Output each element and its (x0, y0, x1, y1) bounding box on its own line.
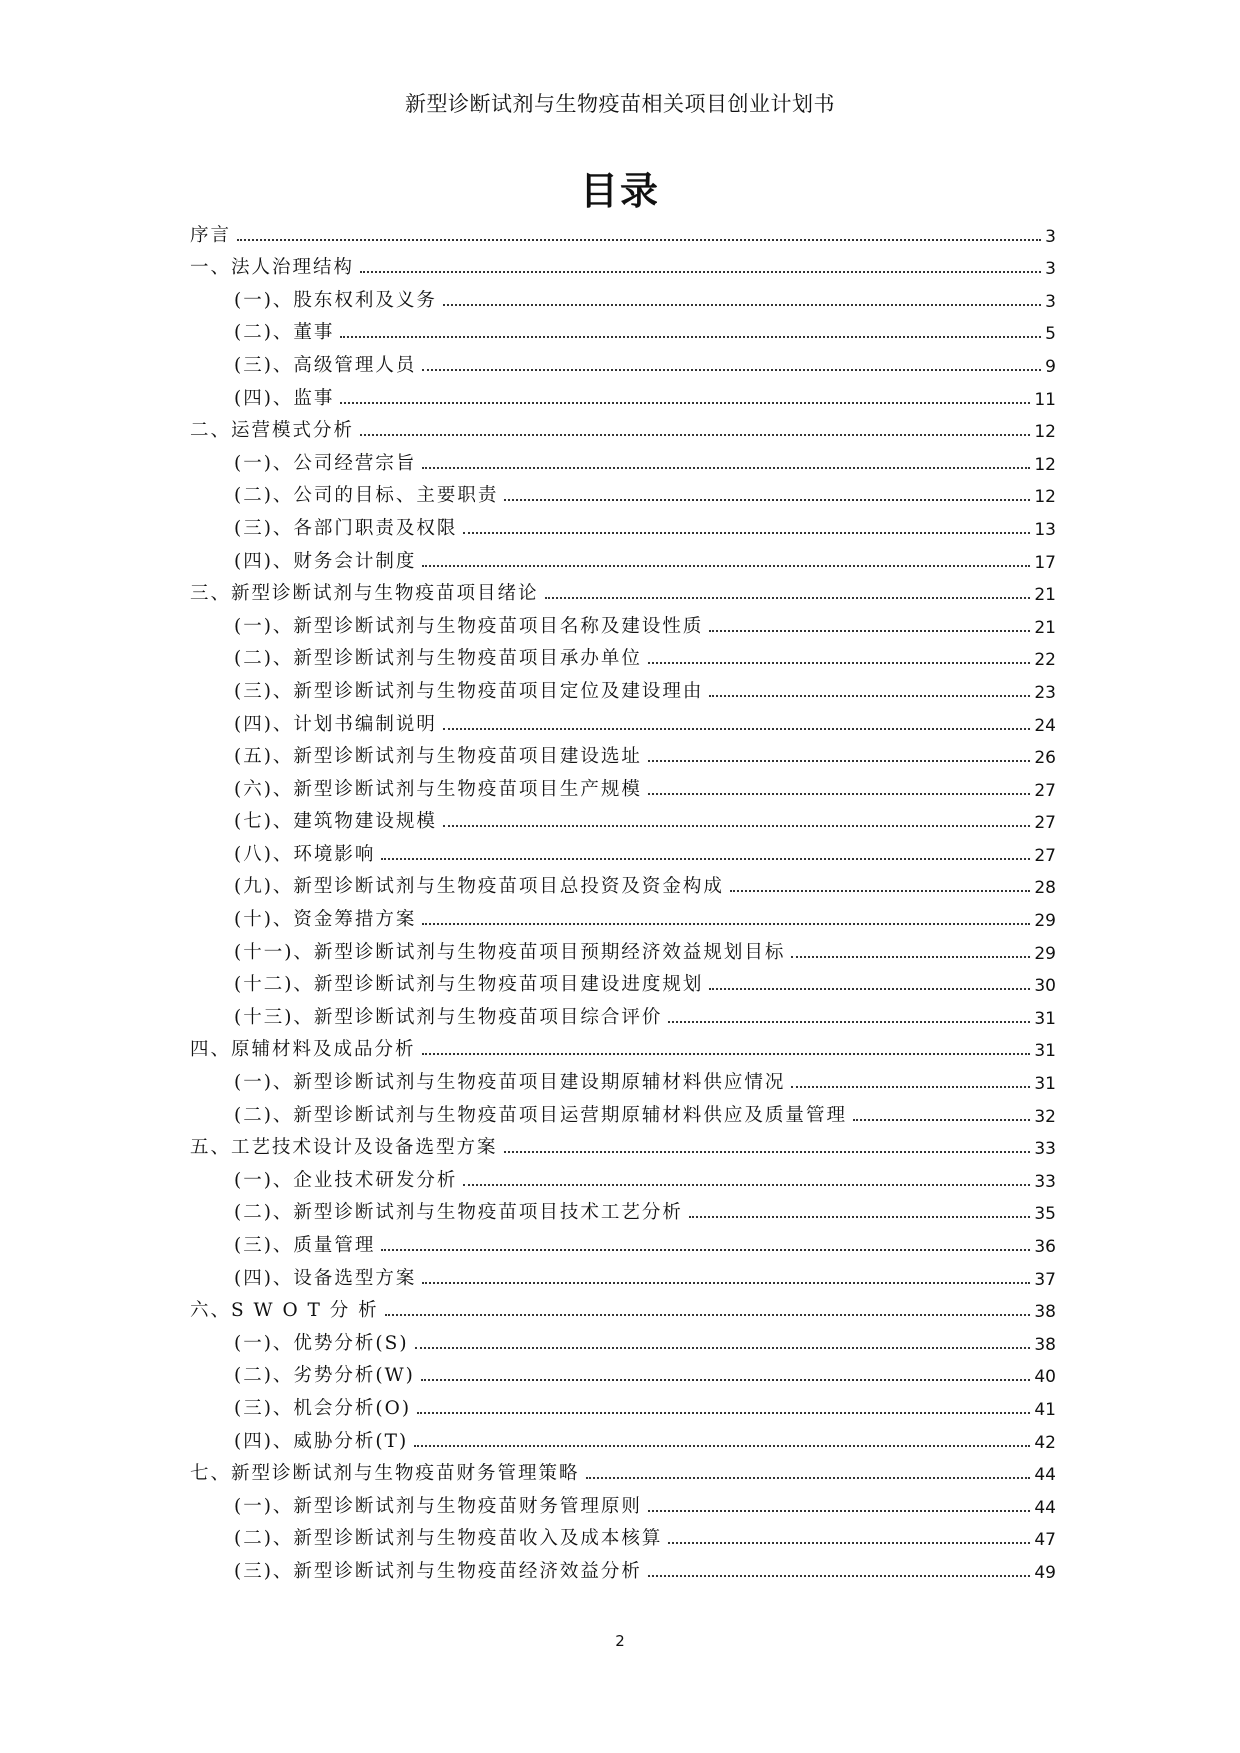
toc-entry-label: (四)、监事 (234, 387, 335, 409)
toc-entry-page: 21 (1034, 585, 1056, 606)
toc-entry-page: 9 (1045, 356, 1056, 377)
toc-dot-leader (730, 890, 1030, 892)
toc-dot-leader (443, 825, 1030, 827)
toc-entry-page: 47 (1034, 1530, 1056, 1551)
toc-entry-label: (四)、计划书编制说明 (234, 713, 437, 735)
toc-entry-page: 38 (1034, 1302, 1056, 1323)
toc-dot-leader (340, 402, 1030, 404)
toc-entry[interactable] (190, 1522, 1056, 1555)
toc-dot-leader (709, 630, 1030, 632)
toc-entry-label: (一)、新型诊断试剂与生物疫苗财务管理原则 (234, 1495, 642, 1517)
toc-dot-leader (709, 695, 1030, 697)
toc-dot-leader (237, 239, 1041, 241)
toc-entry-page: 13 (1034, 519, 1056, 540)
toc-entry[interactable] (190, 381, 1056, 414)
toc-entry[interactable] (190, 1163, 1056, 1196)
toc-entry-page: 37 (1034, 1269, 1056, 1290)
toc-entry-label: 四、原辅材料及成品分析 (190, 1039, 416, 1061)
toc-entry-label: (一)、股东权利及义务 (234, 289, 437, 311)
toc-dot-leader (422, 923, 1030, 925)
toc-entry-page: 26 (1034, 748, 1056, 769)
toc-entry[interactable] (190, 1326, 1056, 1359)
toc-entry-page: 49 (1034, 1562, 1056, 1583)
toc-entry-page: 3 (1045, 226, 1056, 247)
toc-dot-leader (422, 1282, 1030, 1284)
toc-entry-label: (一)、优势分析(S) (234, 1332, 409, 1354)
toc-entry-label: (四)、设备选型方案 (234, 1267, 417, 1289)
toc-entry-page: 35 (1034, 1204, 1056, 1225)
toc-dot-leader (340, 336, 1041, 338)
toc-dot-leader (360, 434, 1030, 436)
toc-entry-page: 27 (1034, 780, 1056, 801)
toc-entry[interactable] (190, 511, 1056, 544)
toc-entry-page: 27 (1034, 813, 1056, 834)
toc-dot-leader (414, 1445, 1030, 1447)
toc-dot-leader (791, 1086, 1030, 1088)
toc-entry-page: 24 (1034, 715, 1056, 736)
toc-entry[interactable] (190, 251, 1056, 284)
toc-entry-label: (十二)、新型诊断试剂与生物疫苗项目建设进度规划 (234, 974, 704, 996)
toc-dot-leader (463, 1184, 1030, 1186)
toc-entry-label: (二)、新型诊断试剂与生物疫苗项目运营期原辅材料供应及质量管理 (234, 1104, 847, 1126)
toc-entry[interactable] (190, 1098, 1056, 1131)
toc-dot-leader (668, 1542, 1030, 1544)
toc-entry[interactable] (190, 707, 1056, 740)
toc-entry-page: 5 (1045, 324, 1056, 345)
toc-dot-leader (443, 304, 1041, 306)
toc-dot-leader (422, 369, 1041, 371)
toc-entry-page: 38 (1034, 1334, 1056, 1355)
toc-entry[interactable] (190, 218, 1056, 251)
toc-entry-page: 22 (1034, 650, 1056, 671)
toc-dot-leader (709, 988, 1030, 990)
toc-entry-label: (二)、公司的目标、主要职责 (234, 485, 499, 507)
toc-entry-label: (八)、环境影响 (234, 843, 376, 865)
toc-dot-leader (422, 565, 1030, 567)
toc-entry[interactable] (190, 1196, 1056, 1229)
toc-entry-page: 12 (1034, 454, 1056, 475)
toc-dot-leader (648, 793, 1030, 795)
toc-entry[interactable] (190, 935, 1056, 968)
toc-entry-page: 36 (1034, 1237, 1056, 1257)
toc-entry-label: 一、法人治理结构 (190, 257, 355, 279)
toc-entry-label: (七)、建筑物建设规模 (234, 811, 437, 833)
toc-entry-page: 41 (1034, 1399, 1056, 1420)
toc-entry[interactable] (190, 544, 1056, 577)
toc-dot-leader (504, 1151, 1031, 1153)
toc-dot-leader (853, 1119, 1030, 1121)
toc-entry-label: (二)、劣势分析(W) (234, 1365, 415, 1387)
toc-list (190, 218, 1056, 1587)
toc-entry[interactable] (190, 1391, 1056, 1424)
toc-entry-page: 33 (1034, 1171, 1056, 1192)
toc-dot-leader (417, 1412, 1030, 1414)
toc-entry-label: 七、新型诊断试剂与生物疫苗财务管理策略 (190, 1463, 580, 1485)
toc-entry-page: 3 (1045, 291, 1056, 312)
toc-dot-leader (415, 1347, 1031, 1349)
toc-dot-leader (545, 597, 1031, 599)
toc-entry[interactable] (190, 1489, 1056, 1522)
toc-entry[interactable] (190, 1457, 1056, 1490)
toc-entry-page: 31 (1034, 1074, 1056, 1095)
toc-entry-page: 42 (1034, 1432, 1056, 1453)
toc-dot-leader (504, 499, 1030, 501)
toc-entry-label: (十一)、新型诊断试剂与生物疫苗项目预期经济效益规划目标 (234, 941, 786, 963)
toc-dot-leader (360, 271, 1041, 273)
toc-entry-label: 六、S W O T 分 析 (190, 1300, 379, 1322)
toc-dot-leader (791, 956, 1030, 958)
toc-dot-leader (689, 1216, 1030, 1218)
toc-entry-page: 31 (1034, 1041, 1056, 1062)
toc-entry[interactable] (190, 1359, 1056, 1392)
toc-dot-leader (586, 1477, 1031, 1479)
toc-entry[interactable] (190, 1065, 1056, 1098)
toc-entry[interactable] (190, 870, 1056, 903)
toc-entry-page: 29 (1034, 911, 1056, 932)
toc-entry-page: 31 (1034, 1008, 1056, 1029)
toc-dot-leader (422, 1053, 1031, 1055)
toc-entry-label: (四)、威胁分析(T) (234, 1430, 409, 1452)
toc-entry[interactable] (190, 968, 1056, 1001)
toc-entry-page: 28 (1034, 878, 1056, 899)
toc-entry[interactable] (190, 1554, 1056, 1587)
toc-entry[interactable] (190, 446, 1056, 479)
toc-entry-label: (三)、机会分析(O) (234, 1397, 412, 1419)
toc-entry-label: (三)、新型诊断试剂与生物疫苗经济效益分析 (234, 1560, 642, 1582)
toc-entry[interactable] (190, 674, 1056, 707)
page-number: 2 (615, 1632, 625, 1650)
toc-entry-page: 12 (1034, 422, 1056, 443)
toc-entry[interactable] (190, 1424, 1056, 1457)
toc-entry-page: 21 (1034, 617, 1056, 638)
toc-entry-page: 33 (1034, 1139, 1056, 1160)
toc-entry-label: (三)、新型诊断试剂与生物疫苗项目定位及建设理由 (234, 680, 704, 702)
toc-dot-leader (381, 858, 1030, 860)
toc-entry[interactable] (190, 772, 1056, 805)
toc-entry-label: (五)、新型诊断试剂与生物疫苗项目建设选址 (234, 746, 642, 768)
toc-entry-label: 序言 (190, 224, 232, 246)
toc-entry-page: 12 (1034, 487, 1056, 508)
toc-entry-label: 五、工艺技术设计及设备选型方案 (190, 1137, 498, 1159)
toc-dot-leader (421, 1379, 1030, 1381)
toc-entry[interactable] (190, 609, 1056, 642)
toc-entry-label: (二)、新型诊断试剂与生物疫苗收入及成本核算 (234, 1528, 663, 1550)
toc-entry-page: 11 (1034, 389, 1056, 410)
toc-dot-leader (443, 728, 1030, 730)
toc-entry-label: (一)、新型诊断试剂与生物疫苗项目名称及建设性质 (234, 615, 704, 637)
toc-dot-leader (648, 662, 1030, 664)
toc-dot-leader (668, 1021, 1030, 1023)
toc-dot-leader (648, 760, 1030, 762)
toc-dot-leader (648, 1575, 1030, 1577)
toc-entry[interactable] (190, 837, 1056, 870)
toc-entry-label: (九)、新型诊断试剂与生物疫苗项目总投资及资金构成 (234, 876, 724, 898)
toc-entry-page: 32 (1034, 1106, 1056, 1127)
toc-entry[interactable] (190, 642, 1056, 675)
toc-entry-label: (三)、高级管理人员 (234, 354, 417, 376)
toc-entry-label: 三、新型诊断试剂与生物疫苗项目绪论 (190, 583, 539, 605)
toc-dot-leader (381, 1249, 1030, 1251)
toc-entry[interactable] (190, 1261, 1056, 1294)
toc-entry[interactable] (190, 283, 1056, 316)
toc-title: 目录 (579, 169, 660, 213)
toc-dot-leader (463, 532, 1030, 534)
toc-dot-leader (385, 1314, 1031, 1316)
toc-entry[interactable] (190, 1294, 1056, 1327)
toc-entry[interactable] (190, 902, 1056, 935)
toc-entry-page: 27 (1034, 845, 1056, 866)
toc-entry[interactable] (190, 316, 1056, 349)
toc-entry[interactable] (190, 1000, 1056, 1033)
toc-entry[interactable] (190, 577, 1056, 610)
toc-entry-page: 44 (1034, 1465, 1056, 1486)
toc-entry-page: 40 (1034, 1367, 1056, 1388)
toc-entry-label: (十三)、新型诊断试剂与生物疫苗项目综合评价 (234, 1006, 663, 1028)
toc-entry-label: (十)、资金筹措方案 (234, 909, 417, 931)
toc-entry-page: 3 (1045, 259, 1056, 280)
toc-entry-label: (一)、企业技术研发分析 (234, 1169, 458, 1191)
toc-entry[interactable] (190, 414, 1056, 447)
toc-entry-page: 17 (1034, 552, 1056, 573)
toc-entry[interactable] (190, 1033, 1056, 1066)
toc-dot-leader (648, 1510, 1030, 1512)
toc-entry[interactable] (190, 740, 1056, 773)
toc-entry-page: 30 (1034, 976, 1056, 997)
toc-entry-label: (一)、新型诊断试剂与生物疫苗项目建设期原辅材料供应情况 (234, 1072, 786, 1094)
toc-entry[interactable] (190, 348, 1056, 381)
toc-entry[interactable] (190, 479, 1056, 512)
toc-entry-page: 44 (1034, 1497, 1056, 1518)
toc-entry-label: (三)、各部门职责及权限 (234, 517, 458, 539)
toc-entry[interactable] (190, 1131, 1056, 1164)
toc-entry-label: (三)、质量管理 (234, 1235, 376, 1256)
toc-dot-leader (422, 467, 1030, 469)
toc-entry[interactable] (190, 805, 1056, 838)
toc-entry-label: (二)、新型诊断试剂与生物疫苗项目技术工艺分析 (234, 1202, 683, 1224)
toc-entry-page: 29 (1034, 943, 1056, 964)
toc-entry-label: (一)、公司经营宗旨 (234, 452, 417, 474)
toc-entry-label: (二)、新型诊断试剂与生物疫苗项目承办单位 (234, 648, 642, 670)
running-header: 新型诊断试剂与生物疫苗相关项目创业计划书 (405, 92, 835, 116)
toc-entry-label: (四)、财务会计制度 (234, 550, 417, 572)
toc-entry-label: 二、运营模式分析 (190, 420, 355, 442)
toc-entry-label: (二)、董事 (234, 322, 335, 344)
toc-entry-label: (六)、新型诊断试剂与生物疫苗项目生产规模 (234, 778, 642, 800)
toc-entry-page: 23 (1034, 682, 1056, 703)
toc-entry[interactable] (190, 1228, 1056, 1261)
